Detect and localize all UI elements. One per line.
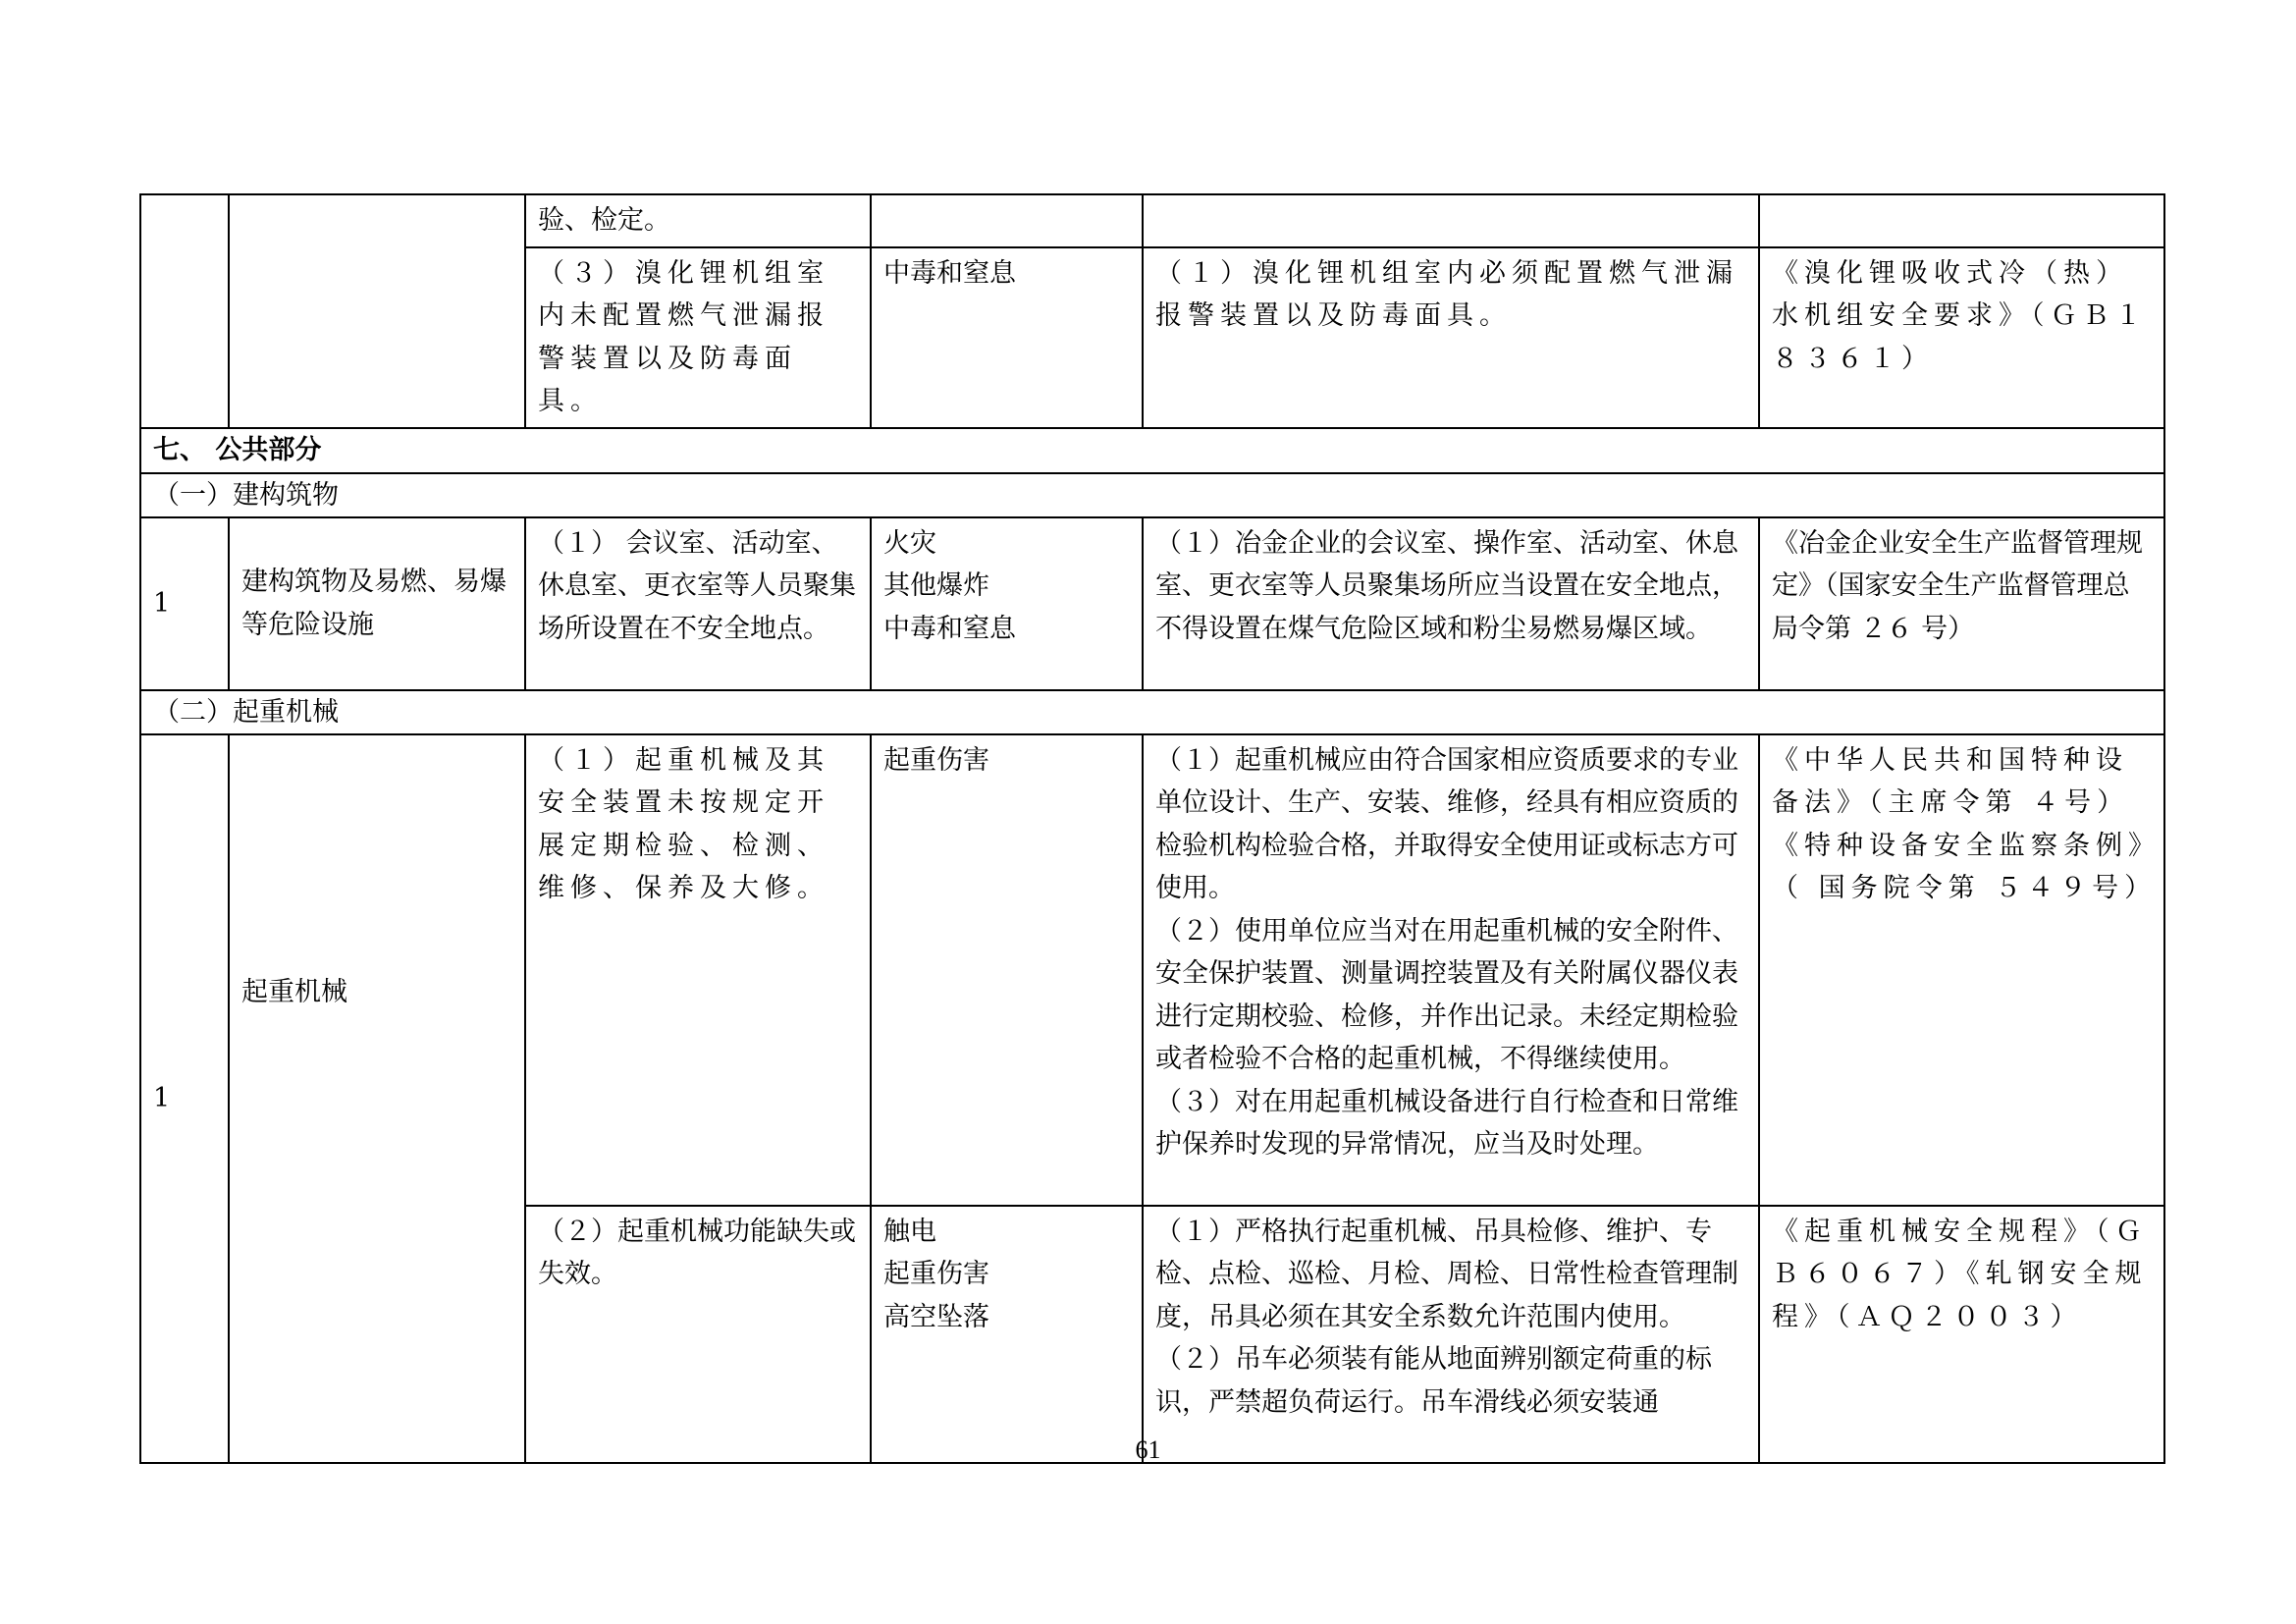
cell-index: 1 — [140, 517, 229, 690]
accident-type-line: 高空坠落 — [883, 1301, 989, 1332]
table-row — [140, 734, 2164, 1206]
cell-hazard: （３）溴化锂机组室内未配置燃气泄漏报警装置以及防毒面具。 — [525, 247, 871, 428]
accident-type-line: 起重伤害 — [883, 744, 989, 776]
accident-type-line: 中毒和窒息 — [883, 613, 1016, 644]
accident-type-line: 触电 — [883, 1216, 936, 1247]
page-number: 61 — [1135, 1435, 1161, 1464]
cell-accident-type — [871, 734, 1143, 1206]
cell-measures — [1143, 734, 1759, 1206]
cell-hazard: 验、检定。 — [525, 194, 871, 247]
cell-hazard: （２）起重机械功能缺失或失效。 — [525, 1206, 871, 1463]
section-row — [140, 428, 2164, 473]
measure-paragraph: （３）对在用起重机械设备进行自行检查和日常维护保养时发现的异常情况，应当及时处理。 — [1155, 1086, 1738, 1160]
cell-measures — [1143, 194, 1759, 247]
measure-paragraph: （２）吊车必须装有能从地面辨别额定荷重的标识，严禁超负荷运行。吊车滑线必须安装通 — [1155, 1344, 1712, 1418]
cell-accident-type — [871, 517, 1143, 690]
cell-basis: 《冶金企业安全生产监督管理规定》（国家安全生产监督管理总局令第 ２６ 号） — [1759, 517, 2164, 690]
basis-paragraph: 《特种设备安全监察条例》（ 国务院令第 ５４９号） — [1772, 830, 2158, 903]
cell-item: 起重机械 — [229, 734, 525, 1463]
subsection-row — [140, 473, 2164, 517]
section-heading: 七、 公共部分 — [140, 428, 2164, 473]
basis-paragraph: 《起重机械安全规程》（ＧＢ６０６７）《轧钢安全规程》（ＡＱ２００３） — [1772, 1216, 2148, 1332]
cell-basis: 《溴化锂吸收式冷（热）水机组安全要求》（ＧＢ１８３６１） — [1759, 247, 2164, 428]
table-row — [140, 194, 2164, 247]
accident-type-line: 其他爆炸 — [883, 570, 989, 601]
subsection-heading: （二）起重机械 — [140, 690, 2164, 734]
cell-accident-type — [871, 1206, 1143, 1463]
measure-paragraph: （１）严格执行起重机械、吊具检修、维护、专检、点检、巡检、月检、周检、日常性检查管理制度，吊具必须在其安全系数允许范围内使用。 — [1155, 1216, 1738, 1332]
measure-paragraph: （１）起重机械应由符合国家相应资质要求的专业单位设计、生产、安装、维修，经具有相应资质的检验机构检验合格，并取得安全使用证或标志方可使用。 — [1155, 744, 1738, 903]
cell-item — [229, 194, 525, 428]
cell-index — [140, 194, 229, 428]
table-row — [140, 517, 2164, 690]
cell-hazard: （１）起重机械及其安全装置未按规定开展定期检验、检测、维修、保养及大修。 — [525, 734, 871, 1206]
cell-index: 1 — [140, 734, 229, 1463]
cell-accident-type: 中毒和窒息 — [871, 247, 1143, 428]
measure-paragraph: （２）使用单位应当对在用起重机械的安全附件、安全保护装置、测量调控装置及有关附属仪器仪表进行定期校验、检修，并作出记录。未经定期检验或者检验不合格的起重机械，不得继续使用。 — [1155, 915, 1738, 1074]
accident-type-line: 起重伤害 — [883, 1259, 989, 1289]
cell-measures: （１）溴化锂机组室内必须配置燃气泄漏报警装置以及防毒面具。 — [1143, 247, 1759, 428]
cell-measures — [1143, 1206, 1759, 1463]
cell-basis — [1759, 734, 2164, 1206]
accident-type-line: 火灾 — [883, 527, 936, 559]
cell-basis — [1759, 194, 2164, 247]
cell-accident-type — [871, 194, 1143, 247]
basis-paragraph: 《中华人民共和国特种设备法》（主席令第 ４号） — [1772, 744, 2130, 818]
subsection-heading: （一）建构筑物 — [140, 473, 2164, 517]
hazard-table — [139, 193, 2165, 1464]
cell-item: 建构筑物及易燃、易爆等危险设施 — [229, 517, 525, 690]
cell-measures: （１）冶金企业的会议室、操作室、活动室、休息室、更衣室等人员聚集场所应当设置在安全地点，不得设置在煤气危险区域和粉尘易燃易爆区域。 — [1143, 517, 1759, 690]
subsection-row — [140, 690, 2164, 734]
cell-basis — [1759, 1206, 2164, 1463]
cell-hazard: （１） 会议室、活动室、休息室、更衣室等人员聚集场所设置在不安全地点。 — [525, 517, 871, 690]
